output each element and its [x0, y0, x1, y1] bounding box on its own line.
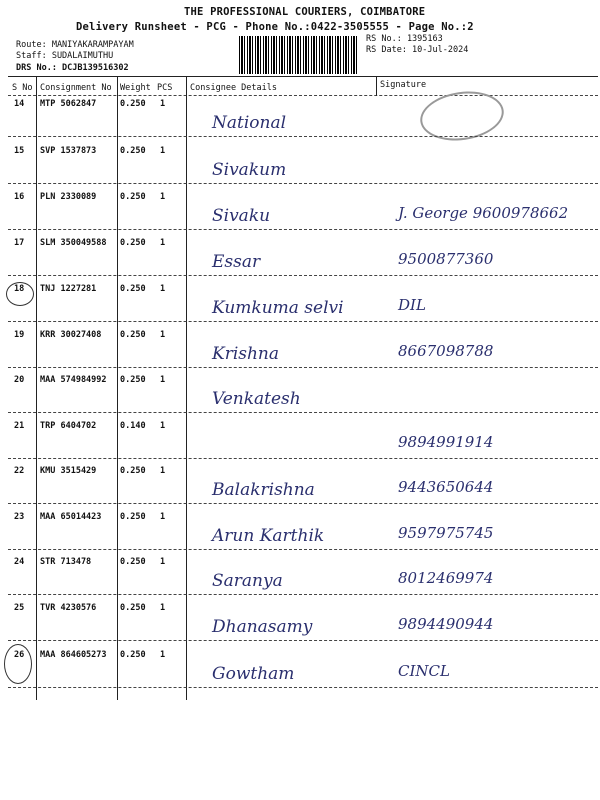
- row-18-circle-mark: [6, 282, 34, 306]
- row-consignment-no: MAA 864605273: [40, 650, 107, 660]
- row-consignment-no: SLM 350049588: [40, 238, 107, 248]
- row-26-circle-mark: [4, 644, 32, 684]
- col-header-pcs: PCS: [157, 83, 173, 93]
- row-signature-handwriting: 9443650644: [398, 478, 494, 496]
- row-weight: 0.250: [120, 192, 146, 202]
- col-header-consignee: Consignee Details: [190, 83, 277, 93]
- row-signature-handwriting: CINCL: [398, 662, 450, 680]
- row-divider: [8, 367, 598, 368]
- row-weight: 0.250: [120, 238, 146, 248]
- row-signature-handwriting: 9597975745: [398, 524, 494, 542]
- row-weight: 0.250: [120, 99, 146, 109]
- row-sno: 15: [14, 146, 25, 156]
- row-weight: 0.250: [120, 603, 146, 613]
- row-weight: 0.250: [120, 146, 146, 156]
- rs-no-label: RS No.: 1395163: [366, 34, 443, 44]
- row-signature-handwriting: 8667098788: [398, 342, 494, 360]
- row-consignment-no: MAA 65014423: [40, 512, 102, 522]
- row-sno: 25: [14, 603, 25, 613]
- row-signature-handwriting: 9894490944: [398, 615, 494, 633]
- row-consignee-handwriting: Kumkuma selvi: [212, 298, 344, 318]
- row-pcs: 1: [160, 238, 166, 248]
- route-label: Route: MANIYAKARAMPAYAM: [16, 40, 134, 50]
- row-pcs: 1: [160, 512, 166, 522]
- row-sno: 20: [14, 375, 25, 385]
- row-pcs: 1: [160, 99, 166, 109]
- row-divider: [8, 640, 598, 641]
- company-title: THE PROFESSIONAL COURIERS, COIMBATORE: [184, 6, 426, 18]
- row-consignee-handwriting: Gowtham: [212, 664, 295, 684]
- col-divider-3: [186, 76, 187, 700]
- row-weight: 0.250: [120, 650, 146, 660]
- row-consignment-no: TRP 6404702: [40, 421, 97, 431]
- row-consignee-handwriting: Sivaku: [212, 206, 271, 226]
- row-consignment-no: STR 713478: [40, 557, 92, 567]
- row-consignee-handwriting: Saranya: [212, 571, 283, 591]
- row-consignment-no: MTP 5062847: [40, 99, 97, 109]
- row-weight: 0.140: [120, 421, 146, 431]
- row-pcs: 1: [160, 650, 166, 660]
- row-consignment-no: TNJ 1227281: [40, 284, 97, 294]
- row-divider: [8, 229, 598, 230]
- row-signature-handwriting: 9894991914: [398, 433, 494, 451]
- row-weight: 0.250: [120, 512, 146, 522]
- row-consignee-handwriting: Krishna: [212, 344, 280, 364]
- table-top-rule: [8, 76, 598, 77]
- row-pcs: 1: [160, 284, 166, 294]
- row-weight: 0.250: [120, 375, 146, 385]
- col-divider-2: [117, 76, 118, 700]
- col-header-sno: S No: [12, 83, 33, 93]
- row-sno: 26: [14, 650, 25, 660]
- row-consignee-handwriting: Dhanasamy: [212, 617, 313, 637]
- row-consignee-handwriting: National: [212, 113, 287, 133]
- col-divider-1: [36, 76, 37, 700]
- row-consignee-handwriting: Arun Karthik: [212, 526, 325, 546]
- row-pcs: 1: [160, 330, 166, 340]
- row-sno: 21: [14, 421, 25, 431]
- row-weight: 0.250: [120, 557, 146, 567]
- header-divider: [8, 95, 598, 96]
- row-divider: [8, 458, 598, 459]
- row-sno: 23: [14, 512, 25, 522]
- row-consignment-no: MAA 574984992: [40, 375, 107, 385]
- row-divider: [8, 275, 598, 276]
- col-header-consignment: Consignment No: [40, 83, 112, 93]
- runsheet-subtitle: Delivery Runsheet - PCG - Phone No.:0422-3505555 - Page No.:2: [76, 21, 474, 33]
- row-divider: [8, 321, 598, 322]
- col-header-signature: Signature: [380, 80, 427, 90]
- row-consignment-no: TVR 4230576: [40, 603, 97, 613]
- row-divider: [8, 594, 598, 595]
- row-consignee-handwriting: Balakrishna: [212, 480, 315, 500]
- row-sno: 18: [14, 284, 25, 294]
- row-divider: [8, 412, 598, 413]
- staff-label: Staff: SUDALAIMUTHU: [16, 51, 114, 61]
- row-sno: 24: [14, 557, 25, 567]
- barcode-image: [239, 36, 357, 74]
- row-pcs: 1: [160, 146, 166, 156]
- row-signature-handwriting: DIL: [398, 296, 426, 314]
- row-sno: 14: [14, 99, 25, 109]
- row-divider: [8, 687, 598, 688]
- rs-date-label: RS Date: 10-Jul-2024: [366, 45, 469, 55]
- row-weight: 0.250: [120, 466, 146, 476]
- row-weight: 0.250: [120, 284, 146, 294]
- drs-label: DRS No.: DCJB139516302: [16, 63, 129, 73]
- row-signature-handwriting: 8012469974: [398, 569, 494, 587]
- row-consignment-no: SVP 1537873: [40, 146, 97, 156]
- row-sno: 17: [14, 238, 25, 248]
- row-signature-handwriting: 9500877360: [398, 250, 494, 268]
- row-consignment-no: PLN 2330089: [40, 192, 97, 202]
- row-pcs: 1: [160, 466, 166, 476]
- row-divider: [8, 183, 598, 184]
- row-sno: 22: [14, 466, 25, 476]
- row-pcs: 1: [160, 557, 166, 567]
- row-weight: 0.250: [120, 330, 146, 340]
- row-divider: [8, 136, 598, 137]
- row-sno: 19: [14, 330, 25, 340]
- row-consignment-no: KMU 3515429: [40, 466, 97, 476]
- row-pcs: 1: [160, 375, 166, 385]
- row-consignee-handwriting: Essar: [212, 252, 261, 272]
- col-divider-4: [376, 76, 377, 96]
- row-consignee-handwriting: Venkatesh: [212, 389, 301, 409]
- row-pcs: 1: [160, 421, 166, 431]
- col-header-weight: Weight: [120, 83, 151, 93]
- row-consignee-handwriting: Sivakum: [212, 160, 287, 180]
- row-sno: 16: [14, 192, 25, 202]
- row-pcs: 1: [160, 603, 166, 613]
- row-signature-handwriting: J. George 9600978662: [398, 204, 569, 222]
- row-pcs: 1: [160, 192, 166, 202]
- row-divider: [8, 549, 598, 550]
- row-consignment-no: KRR 30027408: [40, 330, 102, 340]
- row-divider: [8, 503, 598, 504]
